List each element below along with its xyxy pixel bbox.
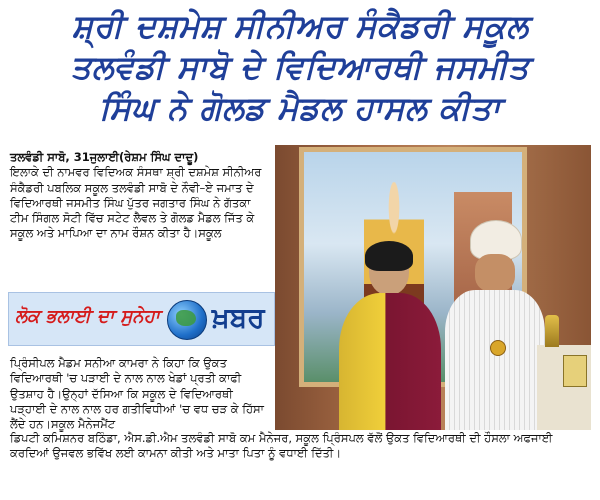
globe-icon	[167, 300, 207, 340]
paragraph-1: ਇਲਾਕੇ ਦੀ ਨਾਮਵਰ ਵਿਦਿਅਕ ਸੰਸਥਾ ਸ਼੍ਰੀ ਦਸ਼ਮੇਸ਼ ਸੀਨੀਅਰ ਸੰਕੈਡਰੀ ਪਬਲਿਕ ਸਕੂਲ ਤਲਵੰਡੀ ਸਾਬੋ ਦੇ ਨੌਵੀ–ਏ ਜਮਾਤ ਦੇ ਵਿਦਿਆਰਥੀ ਜਸਮੀਤ ਸਿੰਘ ਪੁੱਤਰ ਜਗਤਾਰ ਸਿੰਘ ਨੇ ਗੱਤਕਾ ਟੀਮ ਸਿੰਗਲ ਸੋਟੀ ਵਿੱਚ ਸਟੇਟ ਲੈਵਲ ਤੇ ਗੋਲਡ ਮੈਡਲ ਜਿੱਤ ਕੇ ਸਕੂਲ ਅਤੇ ਮਾਪਿਆ ਦਾ ਨਾਮ ਰੌਸ਼ਨ ਕੀਤਾ ਹੈ।ਸਕੂਲ	[10, 165, 262, 241]
paragraph-3: ਡਿਪਟੀ ਕਮਿਸ਼ਨਰ ਬਠਿੰਡਾ, ਐਸ.ਡੀ.ਐਮ ਤਲਵੰਡੀ ਸਾਬੋ ਕਮ ਮੈਨੇਜਰ, ਸਕੂਲ ਪ੍ਰਿੰਸਪਲ ਵੱਲੋਂ ਉਕਤ ਵਿਦਿਆਰਥੀ ਦੀ ਹੌਸਲਾ ਅਫਜਾਈ ਕਰਦਿਆਂ ਉਜਵਲ ਭਵਿੱਖ ਲਈ ਕਾਮਨਾ ਕੀਤੀ ਅਤੇ ਮਾਤਾ ਪਿਤਾ ਨੂੰ ਵਧਾਈ ਦਿੱਤੀ।	[10, 431, 553, 461]
headline-line-3: ਸਿੰਘ ਨੇ ਗੋਲਡ ਮੈਡਲ ਹਾਸਲ ਕੀਤਾ	[99, 89, 501, 127]
paragraph-2-block	[10, 356, 272, 432]
photo-student	[440, 220, 550, 430]
headline-line-2: ਤਲਵੰਡੀ ਸਾਬੋ ਦੇ ਵਿਦਿਆਰਥੀ ਜਸਮੀਤ	[70, 48, 530, 86]
dateline: ਤਲਵੰਡੀ ਸਾਬੋ, 31ਜੁਲਾਈ(ਰੇਸ਼ਮ ਸਿੰਘ ਦਾਦੂ)	[10, 150, 199, 164]
principal-dupatta	[339, 293, 441, 430]
trophy-icon	[545, 315, 559, 347]
banner-news-label: ਖ਼ਬਰ	[212, 301, 265, 334]
student-face	[475, 254, 515, 292]
student-shirt	[445, 290, 545, 430]
gold-medal-icon	[490, 340, 506, 356]
principal-hair	[365, 241, 413, 271]
plaque	[563, 355, 587, 387]
paragraph-3-block	[10, 431, 592, 462]
photo-principal	[335, 245, 445, 430]
banner-tagline: ਲੋਕ ਭਲਾਈ ਦਾ ਸੁਨੇਹਾ	[15, 306, 160, 327]
article-intro	[10, 150, 272, 242]
news-photo	[275, 145, 591, 430]
headline-line-1: ਸ਼੍ਰੀ ਦਸ਼ਮੇਸ਼ ਸੀਨੀਅਰ ਸੰਕੈਡਰੀ ਸਕੂਲ	[71, 7, 529, 45]
promo-banner	[8, 292, 275, 346]
paragraph-2: ਪ੍ਰਿੰਸੀਪਲ ਮੈਡਮ ਸਨੀਆ ਕਾਮਰਾ ਨੇ ਕਿਹਾ ਕਿ ਉਕਤ ਵਿਦਿਆਰਥੀ 'ਚ ਪੜਾਈ ਦੇ ਨਾਲ ਨਾਲ ਖੇਡਾਂ ਪ੍ਰਤੀ ਕਾਫੀ ਉਤਸ਼ਾਹ ਹੈ।ਉਨ੍ਹਾਂ ਦੱਸਿਆ ਕਿ ਸਕੂਲ ਦੇ ਵਿਦਿਆਰਥੀ ਪੜ੍ਹਾਈ ਦੇ ਨਾਲ ਨਾਲ ਹਰ ਗਤੀਵਿਧੀਆਂ 'ਚ ਵਧ ਚੜ ਕੇ ਹਿੱਸਾ ਲੈਂਦੇ ਹਨ।ਸਕੂਲ ਮੈਨੇਜਮੈਂਟ	[10, 356, 264, 432]
headline	[10, 6, 590, 129]
